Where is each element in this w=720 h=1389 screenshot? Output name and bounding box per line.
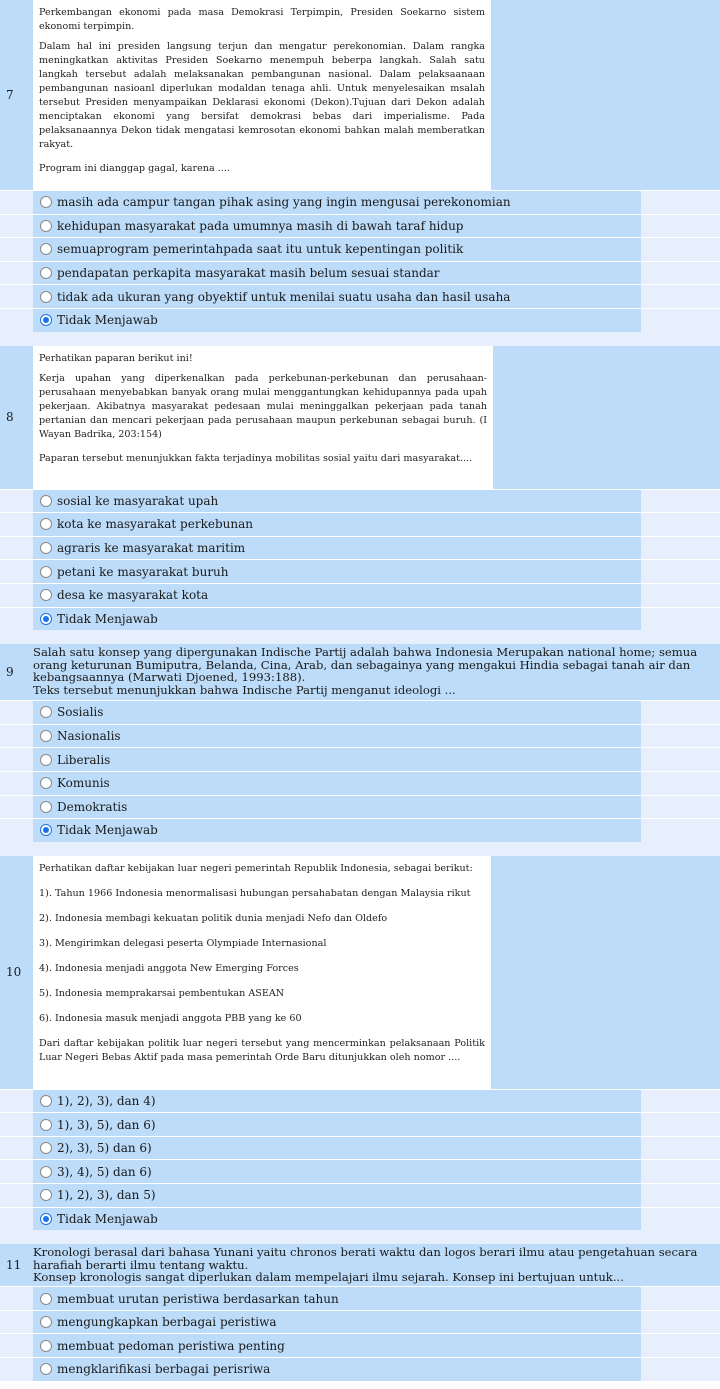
option-label: Nasionalis xyxy=(57,729,121,744)
option-label: kehidupan masyarakat pada umumnya masih di bawah taraf hidup xyxy=(57,218,464,233)
option-label: petani ke masyarakat buruh xyxy=(57,564,229,579)
spacer xyxy=(0,332,720,346)
radio-button[interactable] xyxy=(40,1316,52,1328)
radio-button[interactable] xyxy=(40,1166,52,1178)
option-label: Tidak Menjawab xyxy=(57,313,158,328)
question-10 xyxy=(0,856,720,1089)
radio-button[interactable] xyxy=(40,754,52,766)
radio-button[interactable] xyxy=(40,801,52,813)
option-row[interactable] xyxy=(0,559,720,583)
option-row[interactable] xyxy=(0,489,720,513)
question-paragraph: Kronologi berasal dari bahasa Yunani yaitu chronos berati waktu dan logos berari ilmu atau pengetahuan secara harafiah berarti ilmu tentang waktu. xyxy=(33,1245,698,1272)
options-7 xyxy=(0,190,720,332)
radio-button[interactable] xyxy=(40,495,52,507)
question-text xyxy=(33,856,491,1089)
radio-button-selected[interactable] xyxy=(40,314,52,326)
question-text xyxy=(33,644,720,700)
option-row[interactable] xyxy=(0,1112,720,1136)
radio-button[interactable] xyxy=(40,542,52,554)
option-label: 1), 2), 3), dan 4) xyxy=(57,1093,156,1108)
option-label: 2), 3), 5) dan 6) xyxy=(57,1141,152,1156)
option-row[interactable] xyxy=(0,1286,720,1310)
question-side-panel xyxy=(491,856,720,1089)
option-label: 1), 2), 3), dan 5) xyxy=(57,1188,156,1203)
option-label: Tidak Menjawab xyxy=(57,823,158,838)
question-number: 11 xyxy=(0,1244,33,1286)
radio-button[interactable] xyxy=(40,1189,52,1201)
option-label: masih ada campur tangan pihak asing yang ingin mengusai perekonomian xyxy=(57,195,511,210)
radio-button[interactable] xyxy=(40,220,52,232)
option-row[interactable] xyxy=(0,724,720,748)
radio-button[interactable] xyxy=(40,1119,52,1131)
option-label: kota ke masyarakat perkebunan xyxy=(57,517,253,532)
option-row[interactable] xyxy=(0,214,720,238)
radio-button[interactable] xyxy=(40,777,52,789)
option-label: agraris ke masyarakat maritim xyxy=(57,541,246,556)
spacer xyxy=(0,630,720,644)
radio-button-selected[interactable] xyxy=(40,613,52,625)
options-9 xyxy=(0,700,720,842)
option-label: tidak ada ukuran yang obyektif untuk menilai suatu usaha dan hasil usaha xyxy=(57,289,511,304)
radio-button-selected[interactable] xyxy=(40,824,52,836)
option-row[interactable] xyxy=(0,308,720,332)
question-text xyxy=(33,1244,720,1286)
option-label: 1), 3), 5), dan 6) xyxy=(57,1117,156,1132)
option-label: sosial ke masyarakat upah xyxy=(57,493,219,508)
question-9 xyxy=(0,644,720,700)
option-label: desa ke masyarakat kota xyxy=(57,588,209,603)
question-prompt: Dari daftar kebijakan politik luar negeri tersebut yang mencerminkan pelaksanaan Politik Luar Negeri Bebas Aktif pada masa pemerintah Orde Baru ditunjukkan oleh nomor .... xyxy=(39,1037,485,1063)
question-intro: Perhatikan daftar kebijakan luar negeri pemerintah Republik Indonesia, sebagai berikut: xyxy=(39,862,473,874)
radio-button[interactable] xyxy=(40,243,52,255)
list-item: 6). Indonesia masuk menjadi anggota PBB yang ke 60 xyxy=(39,1012,302,1024)
question-number: 8 xyxy=(0,346,33,489)
list-item: 2). Indonesia membagi kekuatan politik dunia menjadi Nefo dan Oldefo xyxy=(39,912,388,924)
question-side-panel xyxy=(491,0,720,190)
question-prompt: Program ini dianggap gagal, karena .... xyxy=(39,163,230,174)
option-row[interactable] xyxy=(0,1357,720,1381)
option-row[interactable] xyxy=(0,607,720,631)
question-prompt: Konsep kronologis sangat diperlukan dalam mempelajari ilmu sejarah. Konsep ini bertujuan untuk... xyxy=(33,1270,624,1285)
question-text xyxy=(33,346,493,489)
option-row[interactable] xyxy=(0,1136,720,1160)
option-row[interactable] xyxy=(0,1089,720,1113)
question-text xyxy=(33,0,491,190)
options-8 xyxy=(0,489,720,631)
radio-button[interactable] xyxy=(40,196,52,208)
option-label: membuat pedoman peristiwa penting xyxy=(57,1338,285,1353)
spacer xyxy=(0,1230,720,1244)
option-row[interactable] xyxy=(0,1183,720,1207)
option-row[interactable] xyxy=(0,583,720,607)
option-label: mengungkapkan berbagai peristiwa xyxy=(57,1315,277,1330)
options-10 xyxy=(0,1089,720,1231)
option-row[interactable] xyxy=(0,261,720,285)
option-label: pendapatan perkapita masyarakat masih belum sesuai standar xyxy=(57,266,440,281)
radio-button[interactable] xyxy=(40,1293,52,1305)
option-label: Demokratis xyxy=(57,799,128,814)
radio-button[interactable] xyxy=(40,706,52,718)
radio-button[interactable] xyxy=(40,518,52,530)
radio-button[interactable] xyxy=(40,291,52,303)
option-label: mengklarifikasi berbagai perisriwa xyxy=(57,1362,271,1377)
option-label: 3), 4), 5) dan 6) xyxy=(57,1164,152,1179)
radio-button-selected[interactable] xyxy=(40,1213,52,1225)
option-label: Komunis xyxy=(57,776,110,791)
question-11 xyxy=(0,1244,720,1286)
question-number: 9 xyxy=(0,644,33,700)
option-label: Liberalis xyxy=(57,752,111,767)
radio-button[interactable] xyxy=(40,1095,52,1107)
radio-button[interactable] xyxy=(40,1340,52,1352)
option-row[interactable] xyxy=(0,1207,720,1231)
option-label: Tidak Menjawab xyxy=(57,611,158,626)
option-row[interactable] xyxy=(0,512,720,536)
option-row[interactable] xyxy=(0,1159,720,1183)
list-item: 4). Indonesia menjadi anggota New Emerging Forces xyxy=(39,962,299,974)
option-row[interactable] xyxy=(0,237,720,261)
question-paragraph: Dalam hal ini presiden langsung terjun dan mengatur perekonomian. Dalam rangka meningkatkan aktivitas Presiden Soekarno menempuh beberpa langkah. Salah satu langkah tersebut adalah melaksanakan pembangunan nasional. Dalam pelaksaanaan pembangunan nasioanl diperlukan modaldan tenaga ahli. Untuk menyelesaikan msalah tersebut Presiden menyampaikan Deklarasi ekonomi (Dekon).Tujuan dari Dekon adalah menciptakan ekonomi yang bersifat demokrasi bebas dari imperialisme. Pada pelaksanaannya Dekon tidak mengatasi kemrosotan ekonomi bahkan malah memberatkan rakyat. xyxy=(39,41,485,150)
list-item: 5). Indonesia memprakarsai pembentukan ASEAN xyxy=(39,987,285,999)
option-row[interactable] xyxy=(0,190,720,214)
option-row[interactable] xyxy=(0,1333,720,1357)
list-item: 3). Mengirimkan delegasi peserta Olympiade Internasional xyxy=(39,937,327,949)
option-row[interactable] xyxy=(0,284,720,308)
question-prompt: Teks tersebut menunjukkan bahwa Indische Partij menganut ideologi ... xyxy=(33,682,456,697)
option-row[interactable] xyxy=(0,818,720,842)
option-row[interactable] xyxy=(0,536,720,560)
option-label: Sosialis xyxy=(57,705,104,720)
radio-button[interactable] xyxy=(40,589,52,601)
question-side-panel xyxy=(493,346,720,489)
option-row[interactable] xyxy=(0,1310,720,1334)
question-paragraph: Perhatikan paparan berikut ini! xyxy=(39,352,193,364)
question-paragraph: Salah satu konsep yang dipergunakan Indische Partij adalah bahwa Indonesia Merupakan national home; semua orang keturunan Bumiputra, Belanda, Cina, Arab, dan sebagainya yang mengakui Hindia sebagai tanah air dan kebangsaannya (Marwati Djoened, 1993:188). xyxy=(33,645,698,685)
question-paragraph: Kerja upahan yang diperkenalkan pada perkebunan-perkebunan dan perusahaan-perusahaan menyebabkan banyak orang mulai menggantungkan kehidupannya pada upah pekerjaan. Akibatnya masyarakat pedesaan mulai meninggalkan pekerjaan pada tanah pertanian dan mencari pekerjaan pada perusahaan maupun perkebunan sebagai buruh. (I Wayan Badrika, 203:154) xyxy=(39,372,487,440)
option-row[interactable] xyxy=(0,795,720,819)
options-11 xyxy=(0,1286,720,1380)
question-8 xyxy=(0,346,720,489)
question-7 xyxy=(0,0,720,190)
radio-button[interactable] xyxy=(40,730,52,742)
option-label: Tidak Menjawab xyxy=(57,1211,158,1226)
question-number: 10 xyxy=(0,856,33,1089)
spacer xyxy=(0,842,720,856)
option-label: semuaprogram pemerintahpada saat itu untuk kepentingan politik xyxy=(57,242,464,257)
question-number: 7 xyxy=(0,0,33,190)
question-paragraph: Perkembangan ekonomi pada masa Demokrasi Terpimpin, Presiden Soekarno sistem ekonomi terpimpin. xyxy=(39,7,485,32)
radio-button[interactable] xyxy=(40,1142,52,1154)
option-label: membuat urutan peristiwa berdasarkan tahun xyxy=(57,1291,339,1306)
option-row[interactable] xyxy=(0,700,720,724)
option-row[interactable] xyxy=(0,771,720,795)
radio-button[interactable] xyxy=(40,267,52,279)
question-prompt: Paparan tersebut menunjukkan fakta terjadinya mobilitas sosial yaitu dari masyarakat.... xyxy=(39,452,473,464)
list-item: 1). Tahun 1966 Indonesia menormalisasi hubungan persahabatan dengan Malaysia rikut xyxy=(39,887,471,899)
option-row[interactable] xyxy=(0,747,720,771)
radio-button[interactable] xyxy=(40,566,52,578)
radio-button[interactable] xyxy=(40,1363,52,1375)
